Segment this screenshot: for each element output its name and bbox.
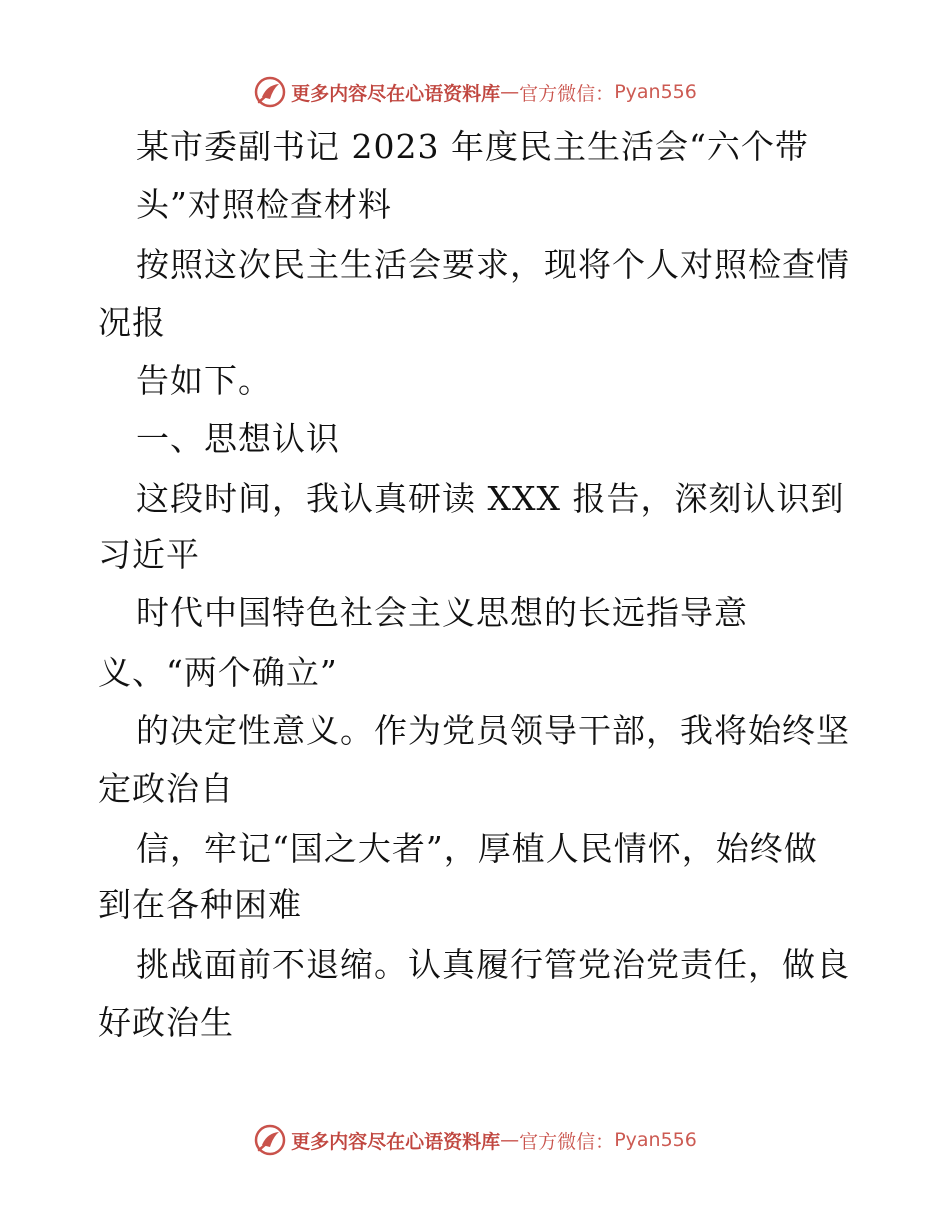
- watermark-separator: —: [500, 81, 520, 103]
- watermark-wechat-id: Pyan556: [614, 1129, 697, 1151]
- watermark-separator: —: [500, 1129, 520, 1151]
- paragraph-line: 挑战面前不退缩。认真履行管党治党责任，做良: [136, 945, 850, 984]
- section-heading: 一、思想认识: [136, 419, 340, 458]
- paragraph-line: 习近平: [98, 535, 200, 574]
- paragraph-line: 况报: [98, 303, 166, 342]
- paragraph-line: 到在各种困难: [98, 885, 302, 924]
- watermark-brand: 更多内容尽在心语资料库: [291, 82, 501, 105]
- paragraph-line: 按照这次民主生活会要求，现将个人对照检查情: [136, 245, 850, 284]
- watermark-wechat-id: Pyan556: [614, 81, 697, 103]
- watermark-official: 官方微信：: [519, 1130, 615, 1153]
- paragraph-line: 时代中国特色社会主义思想的长远指导意: [136, 593, 748, 632]
- paragraph-line: 告如下。: [136, 361, 272, 400]
- paragraph-line: 定政治自: [98, 769, 234, 808]
- brand-logo-icon: [253, 1123, 287, 1157]
- brand-logo-icon: [253, 75, 287, 109]
- document-title-line-2: 头”对照检查材料: [136, 185, 392, 224]
- paragraph-line: 这段时间，我认真研读 XXX 报告，深刻认识到: [136, 479, 845, 518]
- paragraph-line: 信，牢记“国之大者”，厚植人民情怀，始终做: [136, 829, 818, 868]
- document-title-line-1: 某市委副书记 2023 年度民主生活会“六个带: [136, 127, 809, 166]
- watermark-header: [0, 72, 950, 112]
- watermark-brand: 更多内容尽在心语资料库: [291, 1130, 501, 1153]
- watermark-official: 官方微信：: [519, 82, 615, 105]
- paragraph-line: 的决定性意义。作为党员领导干部，我将始终坚: [136, 711, 850, 750]
- paragraph-line: 义、“两个确立”: [98, 653, 338, 692]
- watermark-footer: [0, 1120, 950, 1160]
- paragraph-line: 好政治生: [98, 1003, 234, 1042]
